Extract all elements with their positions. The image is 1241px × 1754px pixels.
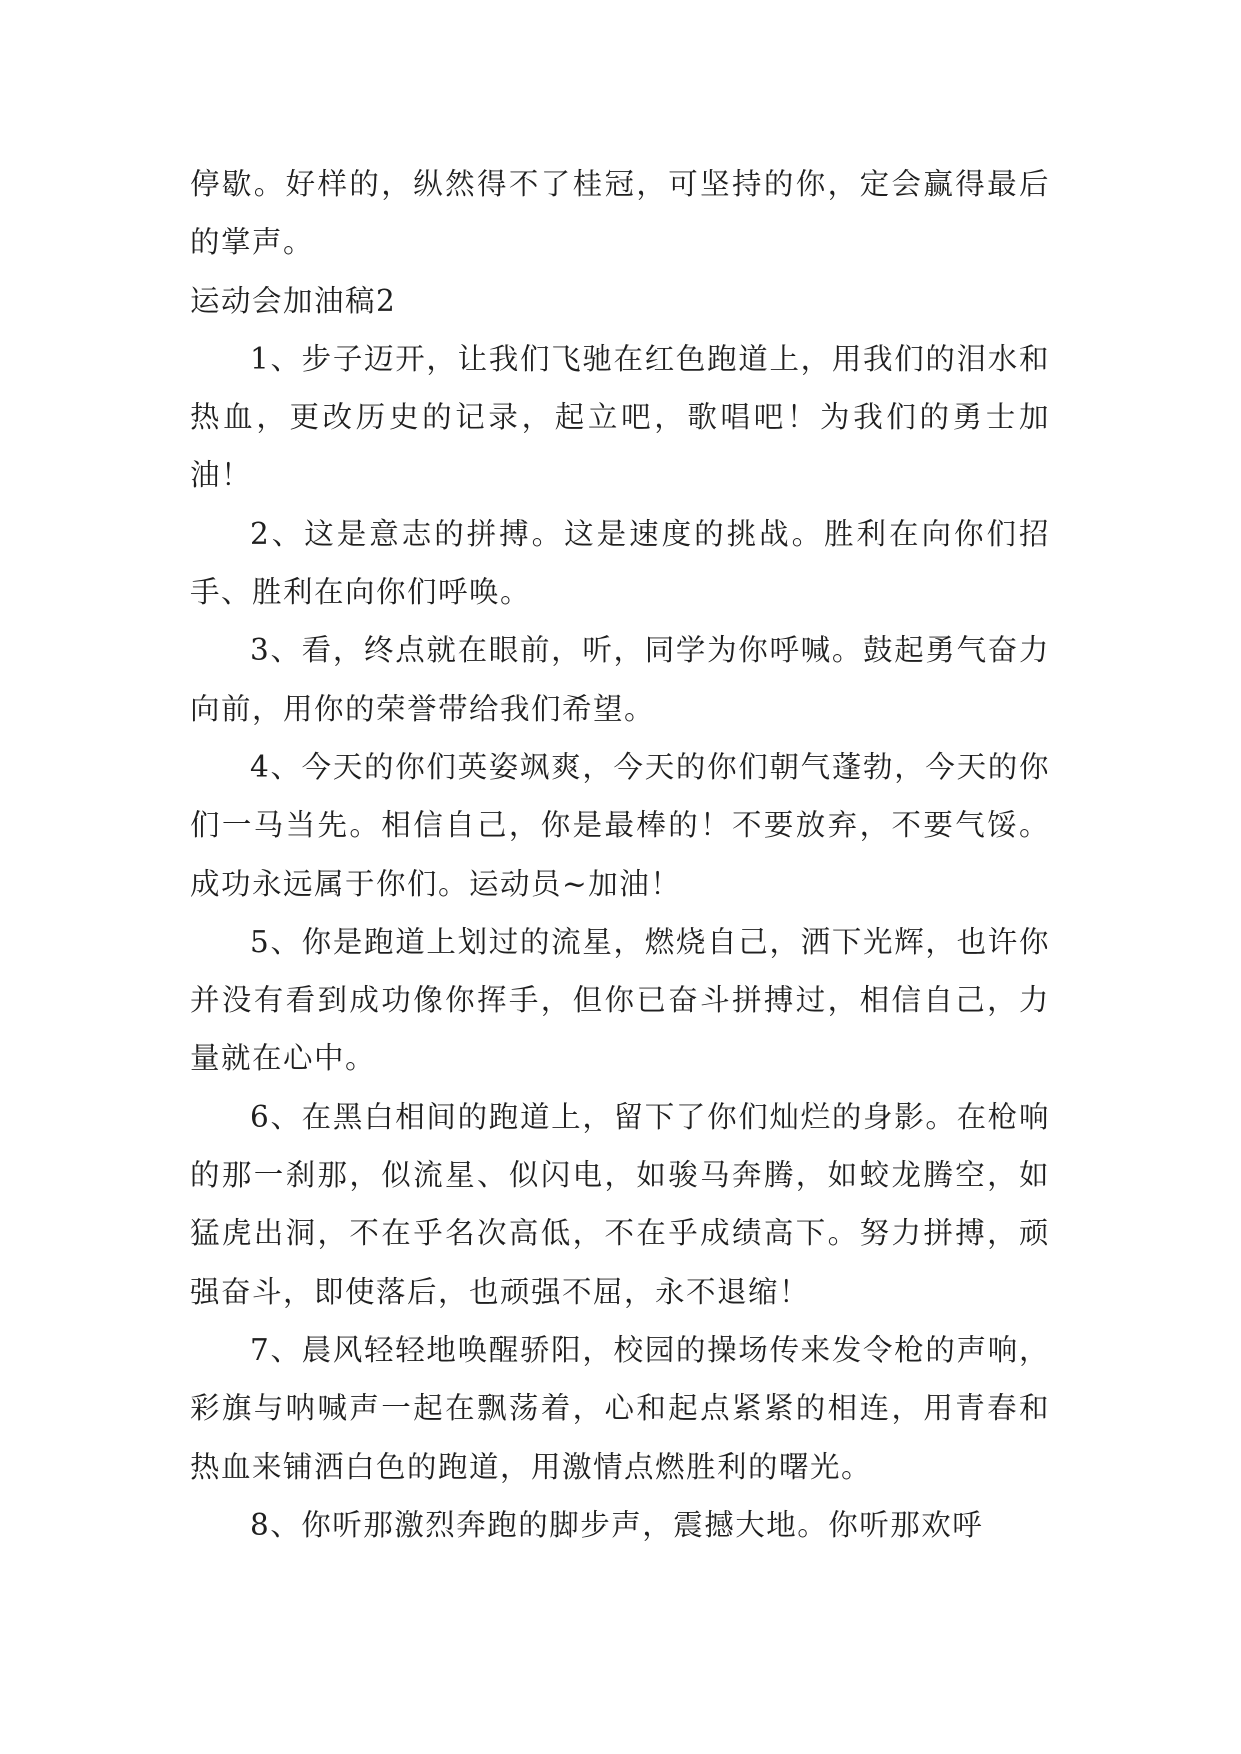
section-heading: 运动会加油稿2	[190, 283, 397, 318]
paragraph-item-1: 1、步子迈开，让我们飞驰在红色跑道上，用我们的泪水和热血，更改历史的记录，起立吧，歌唱吧！为我们的勇士加油！	[190, 341, 1050, 493]
paragraph-item-5: 5、你是跑道上划过的流星，燃烧自己，洒下光辉，也许你并没有看到成功像你挥手，但你已奋斗拼搏过，相信自己，力量就在心中。	[190, 924, 1050, 1076]
paragraph-item-4: 4、今天的你们英姿飒爽，今天的你们朝气蓬勃，今天的你们一马当先。相信自己，你是最棒的！不要放弃，不要气馁。成功永远属于你们。运动员~加油！	[190, 749, 1050, 901]
paragraph-continuation: 停歇。好样的，纵然得不了桂冠，可坚持的你，定会赢得最后的掌声。	[190, 167, 1050, 260]
document-body	[190, 155, 1050, 1554]
paragraph-item-6: 6、在黑白相间的跑道上，留下了你们灿烂的身影。在枪响的那一刹那，似流星、似闪电，如骏马奔腾，如蛟龙腾空，如猛虎出洞，不在乎名次高低，不在乎成绩高下。努力拼搏，顽强奋斗，即使落后，也顽强不屈，永不退缩！	[190, 1099, 1050, 1309]
paragraph-item-2: 2、这是意志的拼搏。这是速度的挑战。胜利在向你们招手、胜利在向你们呼唤。	[190, 516, 1050, 610]
paragraph-item-7: 7、晨风轻轻地唤醒骄阳，校园的操场传来发令枪的声响，彩旗与呐喊声一起在飘荡着，心和起点紧紧的相连，用青春和热血来铺洒白色的跑道，用激情点燃胜利的曙光。	[190, 1332, 1050, 1484]
paragraph-item-8: 8、你听那激烈奔跑的脚步声，震撼大地。你听那欢呼	[250, 1507, 984, 1542]
paragraph-item-3: 3、看，终点就在眼前，听，同学为你呼喊。鼓起勇气奋力向前，用你的荣誉带给我们希望。	[190, 633, 1050, 726]
